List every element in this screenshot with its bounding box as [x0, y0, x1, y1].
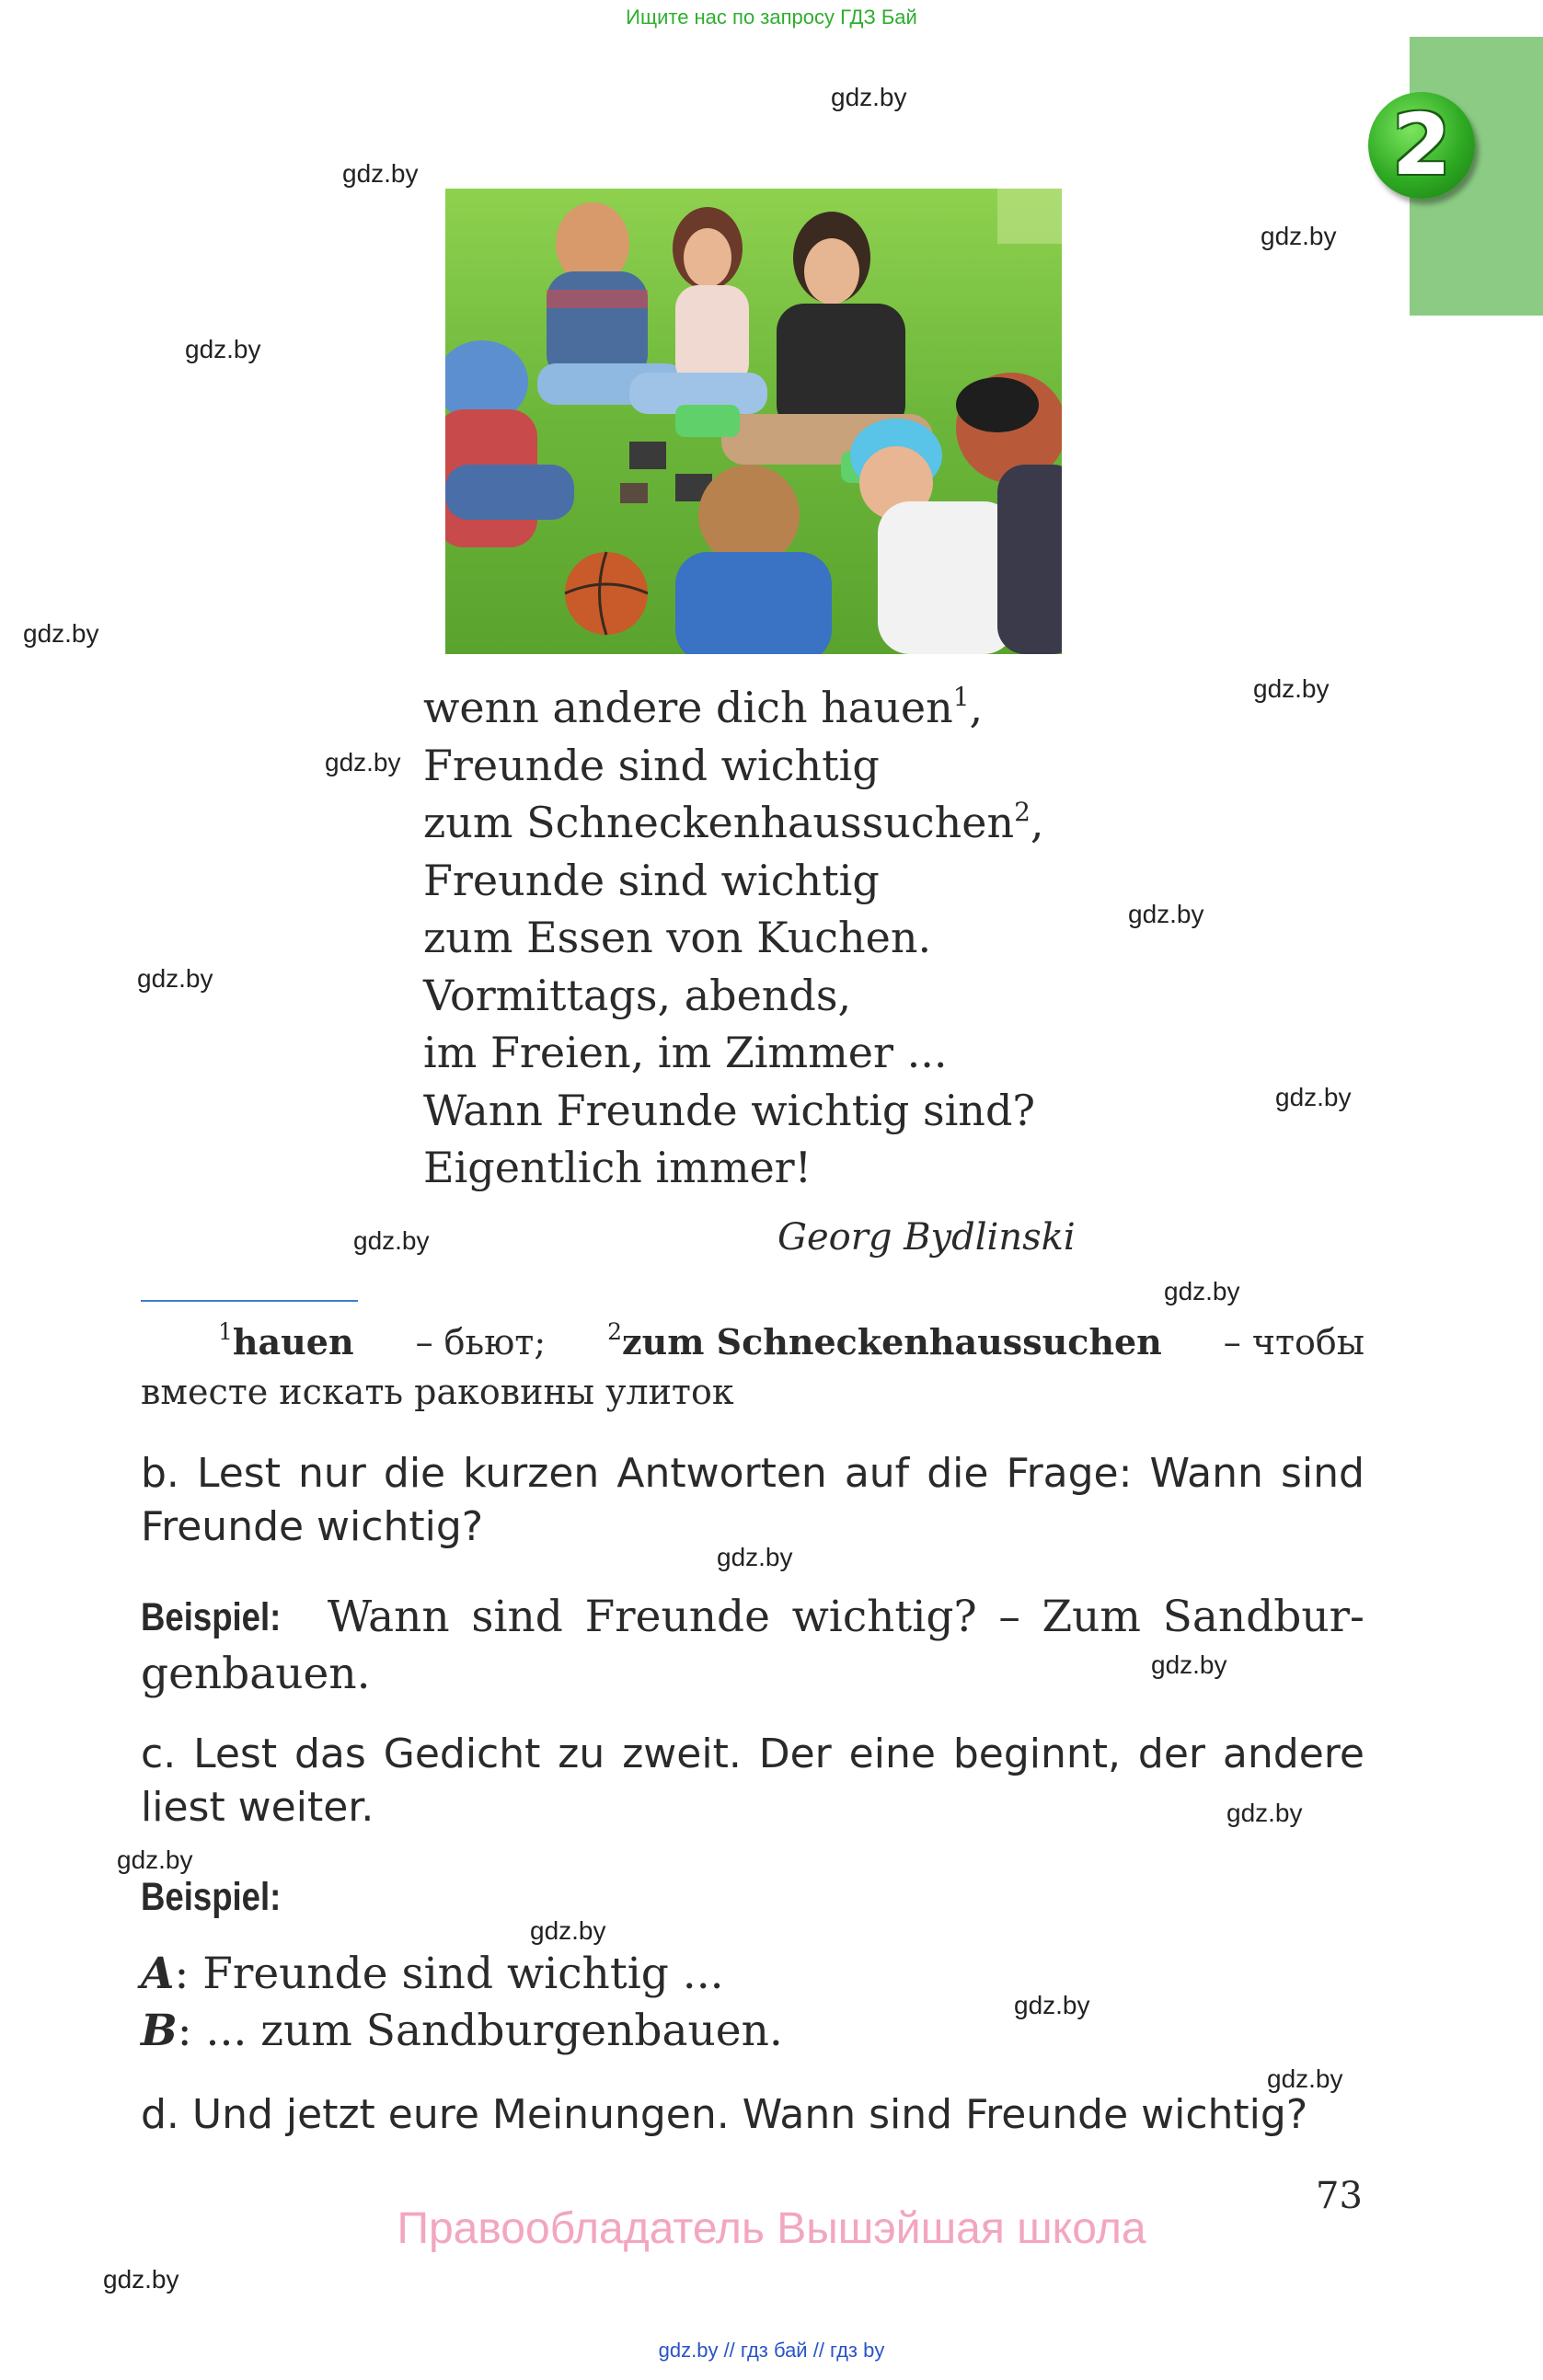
poem-line: wenn andere dich hauen$^1$, [423, 682, 984, 732]
friends-on-grass-photo [445, 189, 1062, 654]
chapter-number-badge [1368, 92, 1475, 199]
footnote-ref: 1 [952, 682, 970, 712]
poem-line: Eigentlich immer! [423, 1143, 812, 1192]
task-b [141, 1447, 1365, 1554]
footnote-ref: 2 [1014, 797, 1031, 827]
footnote-term: hauen [232, 1321, 354, 1362]
watermark: gdz.by [1253, 674, 1330, 703]
watermark: gdz.by [103, 2265, 179, 2294]
watermark: gdz.by [831, 83, 907, 111]
watermark: gdz.by [117, 1845, 193, 1874]
footer-links[interactable]: gdz.by // гдз бай // гдз by [658, 2339, 885, 2362]
poem [423, 679, 1044, 1197]
watermark: gdz.by [530, 1916, 606, 1945]
copyright-owner: Правообладатель Вышэйшая школа [397, 2204, 1146, 2253]
footnote-divider [141, 1300, 358, 1302]
watermark: gdz.by [1014, 1991, 1090, 2019]
task-c-line-2: liest weiter. [141, 1784, 374, 1831]
watermark: gdz.by [1128, 900, 1204, 928]
poem-line: Freunde sind wichtig [423, 740, 880, 790]
poem-line: zum Schneckenhaussuchen$^2$, [423, 797, 1044, 847]
watermark: gdz.by [1151, 1650, 1227, 1679]
footnotes: $^1$hauen – бьют; $^2$zum Schneckenhaussuchen – чтобы вместе искать раковины улиток [141, 1317, 1365, 1417]
poem-line: zum Essen von Kuchen. [423, 913, 932, 962]
example-b [141, 1589, 1365, 1703]
task-d: d. Und jetzt eure Meinungen. Wann sind Freunde wichtig? [141, 2091, 1308, 2138]
header-search-note: Ищите нас по запросу ГДЗ Бай [626, 6, 917, 29]
watermark: gdz.by [137, 964, 213, 993]
example-b-line-1: Beispiel: Wann sind Freunde wichtig? – Zum Sandbur- [141, 1589, 1365, 1646]
dialog-line-a: A: Freunde sind wichtig ... [141, 1949, 724, 1999]
poem-line: Wann Freunde wichtig sind? [423, 1085, 1036, 1135]
watermark: gdz.by [1275, 1083, 1352, 1111]
watermark: gdz.by [325, 748, 401, 776]
example-label: Beispiel: [141, 1595, 282, 1639]
task-b-line-1: b. Lest nur die kurzen Antworten auf die Frage: Wann sind [141, 1450, 1365, 1497]
watermark: gdz.by [23, 619, 99, 648]
dialog-line-b: B: ... zum Sandburgenbauen. [141, 2006, 783, 2056]
watermark: gdz.by [717, 1543, 793, 1571]
chapter-number: 2 [1391, 96, 1451, 194]
poem-line: Freunde sind wichtig [423, 855, 880, 905]
footnote-continuation: вместе искать раковины улиток [141, 1372, 734, 1412]
watermark: gdz.by [185, 335, 261, 363]
task-b-line-2: Freunde wichtig? [141, 1503, 484, 1550]
footnote-term: zum Schneckenhaussuchen [622, 1321, 1162, 1362]
task-c [141, 1728, 1365, 1834]
watermark: gdz.by [1267, 2064, 1343, 2093]
poem-line: Vormittags, abends, [423, 970, 852, 1020]
watermark: gdz.by [1261, 222, 1337, 250]
poem-author: Georg Bydlinski [777, 1216, 1076, 1259]
watermark: gdz.by [353, 1226, 430, 1255]
example-label: Beispiel: [141, 1875, 282, 1919]
watermark: gdz.by [1226, 1799, 1303, 1827]
watermark: gdz.by [342, 159, 419, 188]
example-c-label-row [141, 1868, 1365, 1926]
speaker-a: A [141, 1949, 175, 1999]
speaker-b: B [141, 2006, 178, 2056]
watermark: gdz.by [1164, 1277, 1240, 1305]
poem-line: im Freien, im Zimmer ... [423, 1028, 948, 1077]
task-c-line-1: c. Lest das Gedicht zu zweit. Der eine beginnt, der andere [141, 1730, 1365, 1777]
example-b-line-2: genbauen. [141, 1649, 371, 1699]
page-number: 73 [1316, 2175, 1363, 2217]
